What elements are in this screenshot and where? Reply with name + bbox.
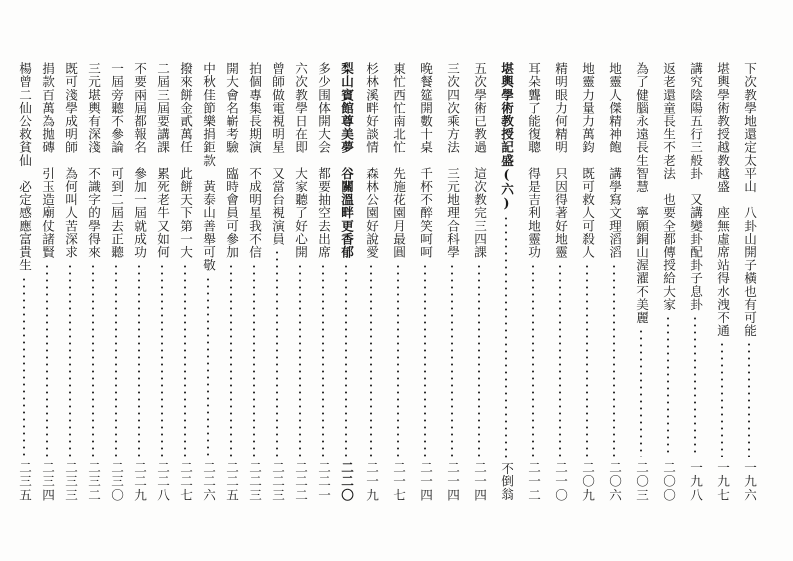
entry-page: 二二二 xyxy=(293,461,308,502)
entry-page: 二一四 xyxy=(472,461,487,502)
toc-entry-16 xyxy=(338,62,354,502)
entry-title: 中秋佳節樂捐鉅款 黃泰山善舉可敬 xyxy=(201,62,216,272)
dot-leader xyxy=(741,341,757,457)
dot-leader xyxy=(269,249,285,457)
entry-title: 下次教學地還定太平山 八卦山開子橫也有可能 xyxy=(742,62,757,338)
entry-title: 開大會名嶄考驗 臨時會員可參加 xyxy=(224,62,239,259)
entry-page: 二〇三 xyxy=(634,461,649,502)
entry-title: 拍個專集長期演 不成明星我不信 xyxy=(247,62,262,259)
entry-page: 二一七 xyxy=(391,461,406,502)
toc-entry-7 xyxy=(579,62,595,502)
dot-leader xyxy=(714,341,730,457)
toc-entry-1 xyxy=(741,62,757,502)
toc-entry-2 xyxy=(714,62,730,502)
entry-page: 二二三 xyxy=(247,461,262,502)
dot-leader xyxy=(471,263,487,458)
entry-page: 二一四 xyxy=(445,461,460,502)
dot-leader xyxy=(246,263,262,458)
toc-entry-4 xyxy=(660,62,676,502)
dot-leader xyxy=(338,263,354,458)
toc-entry-18 xyxy=(292,62,308,502)
toc-entry-27 xyxy=(85,62,101,502)
toc-entry-19 xyxy=(269,62,285,502)
entry-title: 耳朵聾了能復聰 得是吉利地靈功 xyxy=(526,62,541,259)
entry-page: 二一九 xyxy=(364,461,379,502)
entry-title: 五次學術已教過 這次教完三四課 xyxy=(472,62,487,259)
toc-entry-5 xyxy=(633,62,649,502)
toc-entry-24 xyxy=(154,62,170,502)
toc-entry-3 xyxy=(687,62,703,502)
entry-title: 不要兩屆都報名 參加一屆就成功 xyxy=(132,62,147,259)
toc-entry-17 xyxy=(315,62,331,502)
toc-entry-20 xyxy=(246,62,262,502)
entry-page: 二〇〇 xyxy=(661,461,676,502)
entry-page: 二二六 xyxy=(201,461,216,502)
dot-leader xyxy=(177,263,193,458)
toc-entry-22 xyxy=(200,62,216,502)
dot-leader xyxy=(223,263,239,458)
dot-leader xyxy=(525,263,541,458)
entry-page: 二二七 xyxy=(178,461,193,502)
entry-page: 一九六 xyxy=(742,461,757,502)
entry-title: 捐款百萬為拋磚 引玉造廟仗諸賢 xyxy=(40,62,55,259)
entry-title: 晚餐筵開數十桌 千杯不醉笑呵呵 xyxy=(418,62,433,259)
entry-title: 堪輿學術教授越教越盛 座無虛席站得水洩不通 xyxy=(715,62,730,338)
dot-leader xyxy=(131,263,147,458)
dot-leader xyxy=(417,263,433,458)
toc-entry-28 xyxy=(62,62,78,502)
entry-page: 二二九 xyxy=(132,461,147,502)
entry-page: 二三三 xyxy=(63,461,78,502)
toc-entry-26 xyxy=(108,62,124,502)
toc-entry-13 xyxy=(417,62,433,502)
entry-page: 二三四 xyxy=(40,461,55,502)
author-note: 不倒翁 xyxy=(499,462,514,500)
dot-leader xyxy=(390,263,406,458)
toc-entry-8 xyxy=(552,62,568,502)
dot-leader xyxy=(552,263,568,458)
entry-page: 二三二 xyxy=(86,461,101,502)
entry-title: 講究陰陽五行三般卦 又講變卦配卦子息卦 xyxy=(688,62,703,311)
toc-entry-23 xyxy=(177,62,193,502)
section-heading xyxy=(498,62,514,502)
dot-leader xyxy=(444,263,460,458)
entry-page: 二二五 xyxy=(224,461,239,502)
entry-title: 地靈力量力萬鈞 既可救人可殺人 xyxy=(580,62,595,259)
entry-page: 二一四 xyxy=(418,461,433,502)
toc-entry-15 xyxy=(363,62,379,502)
entry-title: 既可淺學成明師 為何叫人苦深求 xyxy=(63,62,78,259)
entry-title: 曾師做電視明星 又當台視演員 xyxy=(270,62,285,246)
entry-title: 多少围体開大会 都要抽空去出席 xyxy=(316,62,331,259)
entry-title: 楊曾二仙公救貧仙 必定感應富貴生 xyxy=(17,62,32,272)
entry-page: 二二一 xyxy=(316,461,331,502)
entry-title: 精明眼力何精明 只因得著好地靈 xyxy=(553,62,568,259)
entry-title: 杉林溪畔好談情 森林公園好說愛 xyxy=(364,62,379,259)
entry-title: 為了健腦永遠長生智慧 寧願銅山渥濯不美麗 xyxy=(634,62,649,324)
section-title: 堪輿學術教授記盛(六) xyxy=(499,62,514,211)
entry-page: 二三〇 xyxy=(109,461,124,502)
dot-leader xyxy=(633,328,649,457)
dot-leader xyxy=(39,263,55,458)
entry-title: 三元堪輿有深淺 不識字的學得來 xyxy=(86,62,101,259)
dot-leader xyxy=(200,276,216,458)
toc-entry-12 xyxy=(444,62,460,502)
entry-page: 一九七 xyxy=(715,461,730,502)
toc-entry-6 xyxy=(606,62,622,502)
entry-title: 一屆旁聽不參論 可到二屆去正聽 xyxy=(109,62,124,259)
entry-title: 撥來餅金貳萬任 此餅天下第一大 xyxy=(178,62,193,259)
toc-entry-14 xyxy=(390,62,406,502)
entry-page: 一九八 xyxy=(688,461,703,502)
toc-entry-29 xyxy=(39,62,55,502)
dot-leader xyxy=(363,263,379,458)
dot-leader xyxy=(315,263,331,458)
entry-title: 三次四次乘方法 三元地理合科學 xyxy=(445,62,460,259)
dot-leader xyxy=(292,263,308,458)
entry-page: 二二三 xyxy=(270,461,285,502)
entry-title: 六次教學日在即 大家聽了好心開 xyxy=(293,62,308,259)
toc-entry-25 xyxy=(131,62,147,502)
entry-title: 東忙西忙南北忙 先施花園月最圓 xyxy=(391,62,406,259)
entry-page: 二二八 xyxy=(155,461,170,502)
toc-entry-9 xyxy=(525,62,541,502)
dot-leader xyxy=(85,263,101,458)
entry-page: 二一〇 xyxy=(553,461,568,502)
toc-entry-30 xyxy=(16,62,32,502)
entry-page: 二三五 xyxy=(17,461,32,502)
entry-page: 二〇六 xyxy=(607,461,622,502)
dot-leader xyxy=(660,315,676,457)
entry-page: 二〇九 xyxy=(580,461,595,502)
dot-leader xyxy=(687,315,703,457)
entry-page: 二二〇 xyxy=(339,461,354,502)
dot-leader xyxy=(498,215,514,458)
entry-title: 返老還童長生不老法 也要全都傳授給大家 xyxy=(661,62,676,311)
entry-page: 二一二 xyxy=(526,461,541,502)
dot-leader xyxy=(16,276,32,458)
dot-leader xyxy=(108,263,124,458)
dot-leader xyxy=(606,263,622,458)
toc-entry-21 xyxy=(223,62,239,502)
entry-title: 地靈人傑精神飽 講學寫文理滔滔 xyxy=(607,62,622,259)
toc-entry-11 xyxy=(471,62,487,502)
entry-title: 二屆三屆要講課 累死老牛又如何 xyxy=(155,62,170,259)
dot-leader xyxy=(62,263,78,458)
dot-leader xyxy=(154,263,170,458)
dot-leader xyxy=(579,263,595,458)
entry-title: 梨山賓館尊美夢 谷關溫畔更香郁 xyxy=(339,62,354,259)
